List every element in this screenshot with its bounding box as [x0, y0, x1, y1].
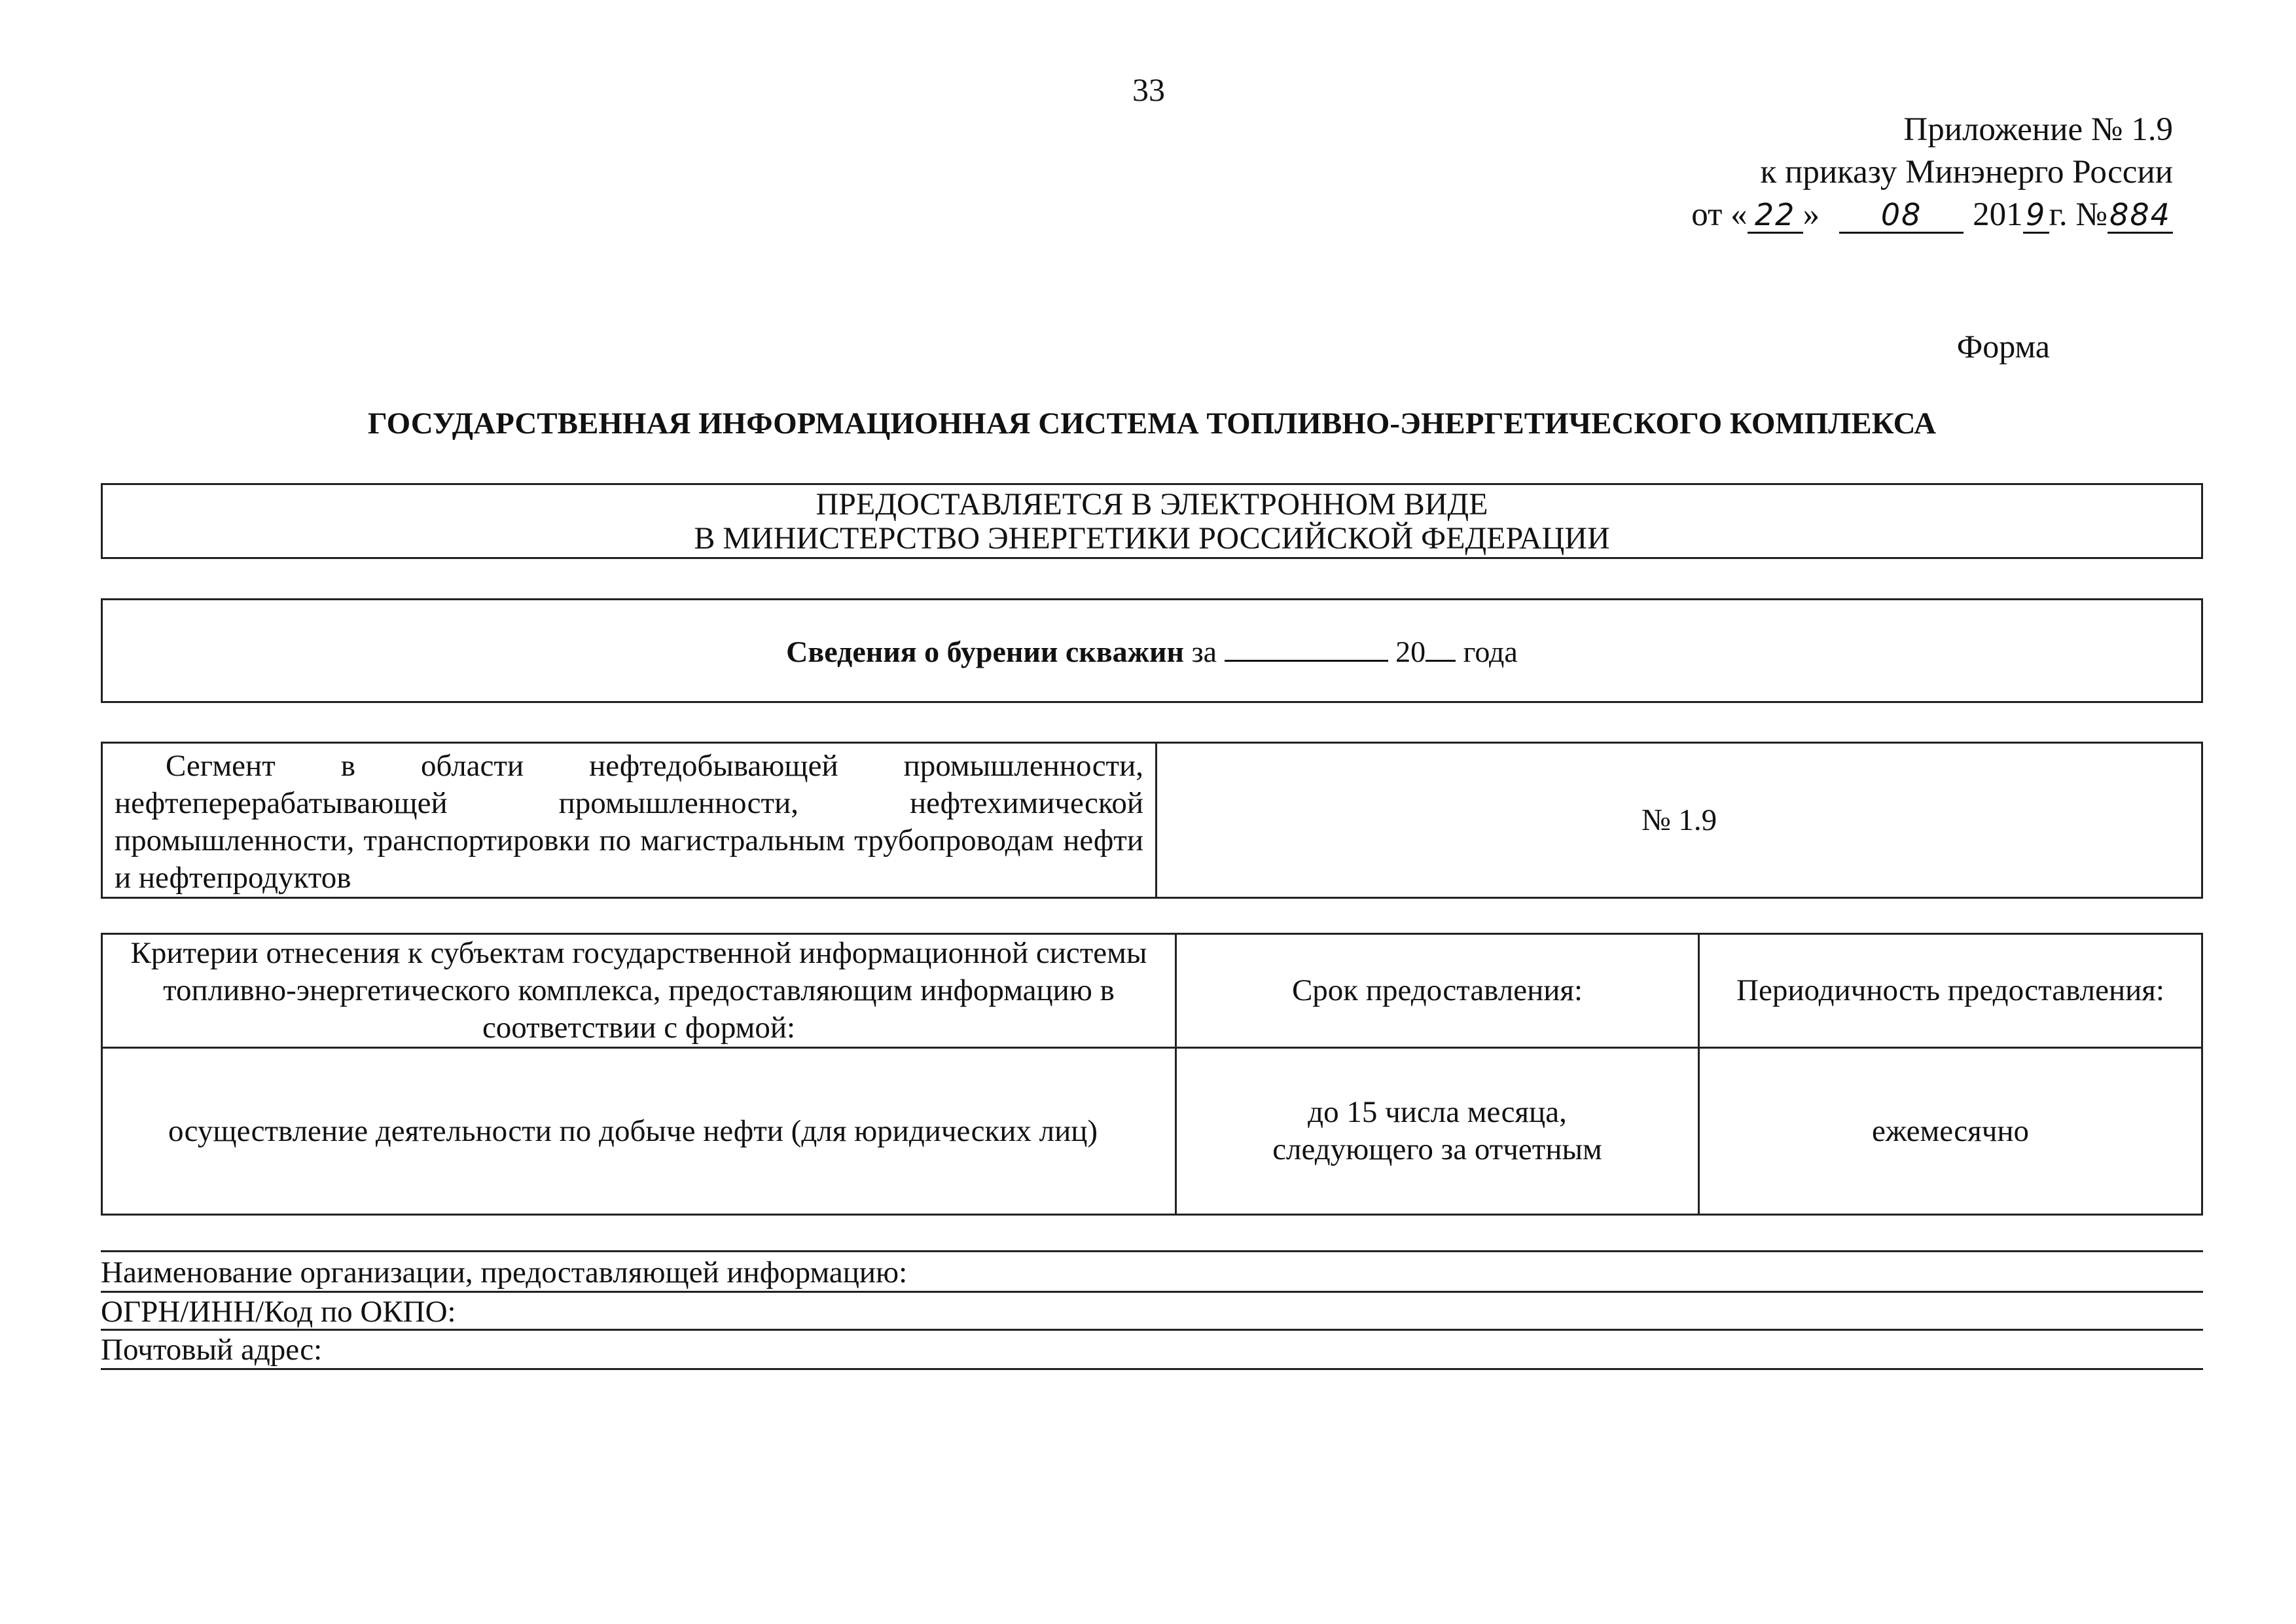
segment-table — [101, 742, 2203, 899]
segment-description-cell — [102, 743, 1157, 898]
criteria-value-cell — [102, 1048, 1176, 1215]
year-suffix: г. № — [2049, 196, 2108, 233]
deadline-line1: до 15 числа месяца, — [1308, 1095, 1567, 1129]
report-title-box — [101, 598, 2203, 703]
report-title: Сведения о бурении скважин — [786, 635, 1185, 668]
criteria-value: осуществление деятельности по добыче нефти (для юридических лиц) — [168, 1113, 1098, 1148]
year-prefix: 201 — [1973, 196, 2023, 233]
org-address-label: Почтовый адрес: — [101, 1333, 323, 1367]
org-name-rule — [101, 1291, 2203, 1293]
report-year-prefix: 20 — [1395, 635, 1426, 668]
header-deadline: Срок предоставления: — [1176, 934, 1699, 1048]
org-ids-label: ОГРН/ИНН/Код по ОКПО: — [101, 1295, 456, 1329]
page-number: 33 — [1132, 71, 1165, 108]
date-quote-close: » — [1803, 196, 1820, 233]
criteria-data-row — [102, 1048, 2202, 1215]
org-top-rule — [101, 1250, 2203, 1252]
deadline-line2: следующего за отчетным — [1272, 1132, 1602, 1166]
deadline-value-cell — [1176, 1048, 1699, 1215]
appendix-title: Приложение № 1.9 — [1903, 111, 2173, 148]
handwritten-year-digit: 9 — [2023, 198, 2049, 234]
date-prefix: от « — [1691, 196, 1748, 233]
period-blank — [1225, 635, 1388, 662]
criteria-header-row — [102, 934, 2202, 1048]
year-blank — [1426, 635, 1456, 662]
segment-description: Сегмент в области нефтедобывающей промышленности, нефтеперерабатывающей промышленности, нефтехимической промышленности, транспортировки по магистральным трубопроводам нефти и нефтепродуктов — [115, 749, 1143, 895]
submission-notice-line1: ПРЕДОСТАВЛЯЕТСЯ В ЭЛЕКТРОННОМ ВИДЕ — [816, 487, 1488, 522]
org-name-label: Наименование организации, предоставляющей информацию: — [101, 1255, 908, 1290]
criteria-table — [101, 933, 2203, 1216]
frequency-value: ежемесячно — [1699, 1048, 2202, 1215]
handwritten-order-number: 884 — [2108, 198, 2173, 234]
handwritten-day: 22 — [1748, 198, 1803, 234]
header-frequency: Периодичность предоставления: — [1699, 934, 2202, 1048]
appendix-order-date — [1691, 194, 2173, 236]
submission-notice-line2: В МИНИСТЕРСТВО ЭНЕРГЕТИКИ РОССИЙСКОЙ ФЕДЕРАЦИИ — [694, 521, 1610, 556]
appendix-header — [1691, 109, 2173, 236]
main-title: ГОСУДАРСТВЕННАЯ ИНФОРМАЦИОННАЯ СИСТЕМА ТОПЛИВНО-ЭНЕРГЕТИЧЕСКОГО КОМПЛЕКСА — [367, 406, 1937, 441]
form-label: Форма — [1956, 328, 2050, 365]
org-ids-rule — [101, 1329, 2203, 1331]
appendix-order-ref: к приказу Минэнерго России — [1760, 154, 2173, 190]
report-year-word: года — [1463, 635, 1518, 668]
form-number: № 1.9 — [1641, 803, 1717, 837]
header-criteria: Критерии отнесения к субъектам государственной информационной системы топливно-энергетического комплекса, предоставляющим информацию в соответствии с формой: — [102, 934, 1176, 1048]
report-for-word: за — [1191, 635, 1217, 668]
handwritten-month: 08 — [1839, 198, 1964, 234]
form-number-cell — [1157, 743, 2202, 898]
org-address-rule — [101, 1368, 2203, 1370]
submission-notice-box — [101, 483, 2203, 559]
